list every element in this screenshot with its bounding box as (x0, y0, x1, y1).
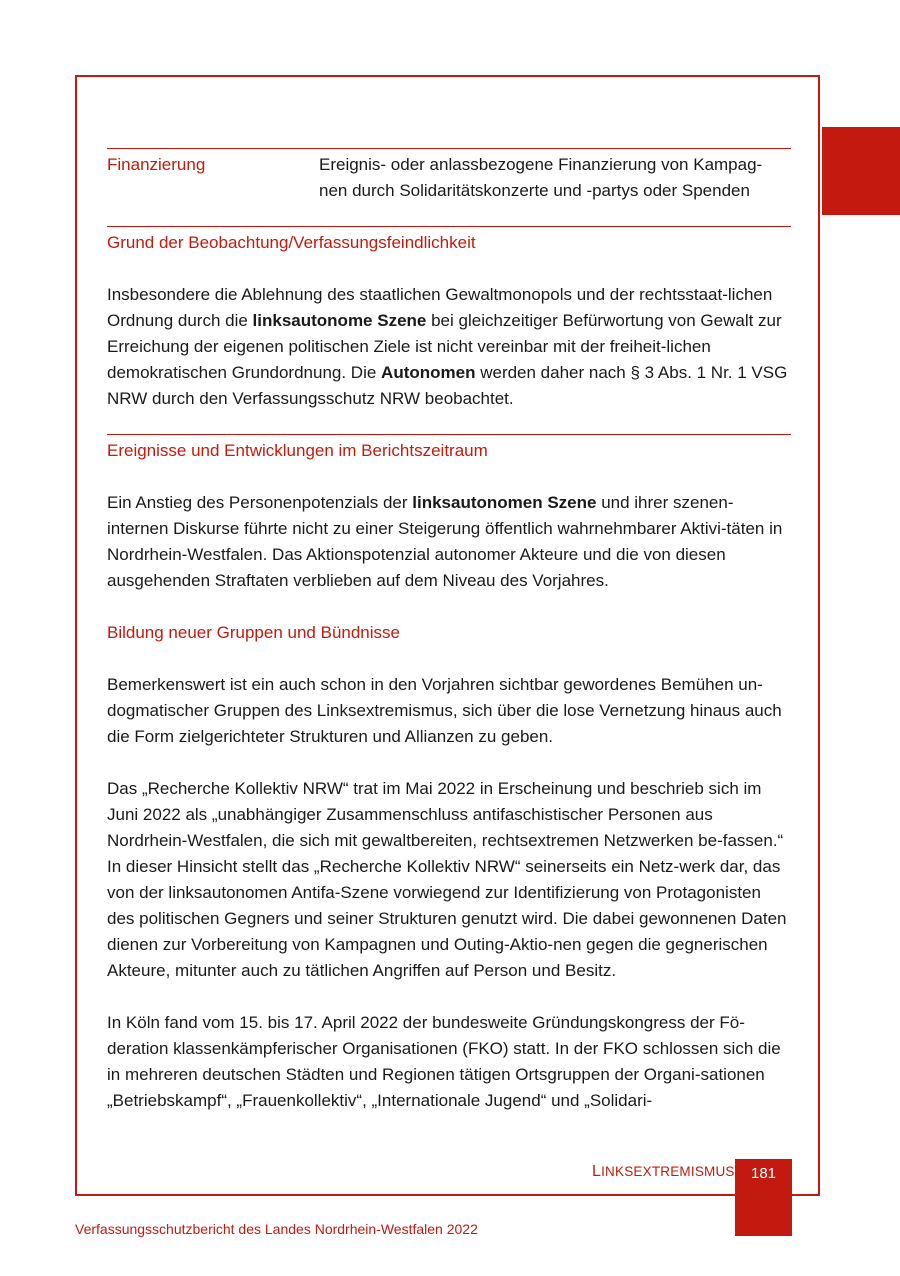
page-content (107, 148, 791, 1114)
section-name-rest: INKSEXTREMISMUS (601, 1164, 735, 1179)
chapter-tab-marker (822, 127, 900, 215)
section-heading: Grund der Beobachtung/Verfassungsfeindlichkeit (107, 233, 476, 252)
section-heading: Ereignisse und Entwicklungen im Berichtszeitraum (107, 441, 488, 460)
bold-term: linksautonome Szene (252, 311, 427, 330)
bold-term: linksautonomen Szene (412, 493, 597, 512)
page-number-box (735, 1159, 792, 1236)
subsection-heading: Bildung neuer Gruppen und Bündnisse (107, 623, 400, 642)
financing-label: Finanzierung (107, 155, 206, 174)
body-paragraph: Bemerkenswert ist ein auch schon in den Vorjahren sichtbar gewordenes Bemühen un-dogmatischer Gruppen des Linksextremismus, sich über die lose Vernetzung hinaus auch die Form zielgerichteter Strukturen und Allianzen zu geben. (107, 675, 782, 746)
bold-term: Autonomen (381, 363, 476, 382)
financing-text-line: nen durch Solidaritätskonzerte und -partys oder Spenden (319, 181, 750, 200)
body-paragraph (107, 490, 791, 594)
section-initial: L (592, 1163, 602, 1180)
text-run: bei gleichzeitiger Befürwortung von Gewalt zur Erreichung der eigenen politischen Ziele ist nicht vereinbar mit der freiheit-lichen demokratischen Grundordnung. Die (107, 311, 782, 382)
running-footer-section (592, 1163, 735, 1181)
text-run: Ein Anstieg des Personenpotenzials der (107, 493, 413, 512)
financing-text (319, 152, 791, 204)
body-paragraph: Das „Recherche Kollektiv NRW“ trat im Mai 2022 in Erscheinung und beschrieb sich im Juni 2022 als „unabhängiger Zusammenschluss antifaschistischer Personen aus Nordrhein-Westfalen, die sich mit gewaltbereiten, rechtsextremen Netzwerken be-fassen.“ In dieser Hinsicht stellt das „Recherche Kollektiv NRW“ seinerseits ein Netz-werk dar, das von der linksautonomen Antifa-Szene vorwiegend zur Identifizierung von Protagonisten des politischen Gegners und seiner Strukturen genutzt wird. Die dabei gewonnenen Daten dienen zur Vorbereitung von Kampagnen und Outing-Aktio-nen gegen die gegnerischen Akteure, mitunter auch zu tätlichen Angriffen auf Person und Besitz. (107, 779, 787, 980)
text-run: Insbesondere die Ablehnung des staatlichen Gewaltmonopols und der rechtsstaat-lichen Ordnung durch die (107, 285, 773, 330)
financing-text-line: Ereignis- oder anlassbezogene Finanzierung von Kampag- (319, 155, 763, 174)
text-run: und ihrer szenen-internen Diskurse führte nicht zu einer Steigerung öffentlich wahrnehmbarer Aktivi-täten in Nordrhein-Westfalen. Das Aktionspotenzial autonomer Akteure und die von diesen ausgehenden Straftaten verblieben auf dem Niveau des Vorjahres. (107, 493, 783, 590)
body-paragraph (107, 282, 791, 412)
report-title: Verfassungsschutzbericht des Landes Nordrhein-Westfalen 2022 (75, 1221, 478, 1237)
financing-row (107, 149, 791, 204)
body-paragraph: In Köln fand vom 15. bis 17. April 2022 der bundesweite Gründungskongress der Fö-deration klassenkämpferischer Organisationen (FKO) statt. In der FKO schlossen sich die in mehreren deutschen Städten und Regionen tätigen Ortsgruppen der Organi-sationen „Betriebskampf“, „Frauenkollektiv“, „Internationale Jugend“ und „Solidari- (107, 1013, 781, 1110)
text-run: werden daher nach § 3 Abs. 1 Nr. 1 VSG NRW durch den Verfassungsschutz NRW beobachtet. (107, 363, 788, 408)
page-number: 181 (750, 1165, 777, 1182)
